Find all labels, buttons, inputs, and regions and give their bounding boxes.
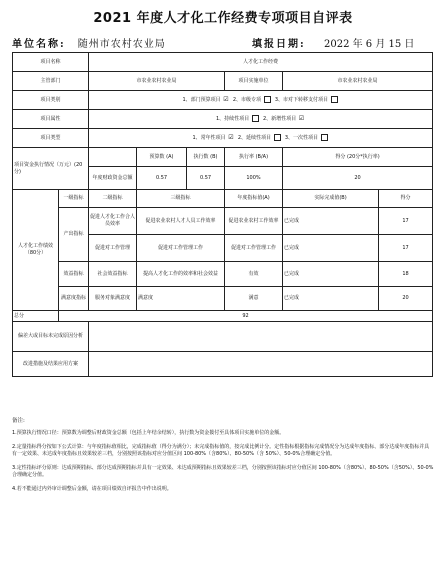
deviation-reason-label: 偏差大或目标未完成原因分析 [13,322,89,352]
improvement-measures-value [89,352,433,377]
project-name-label: 项目名称 [13,53,89,72]
checked-box-icon: ☑ [223,95,229,103]
table-row-actual: 已完成 [283,235,379,262]
unit-name-value: 随州市农村农业局 [77,39,166,50]
funds-section-label: 项目资金执行情况（万元）(20分) [13,148,89,190]
lvl2-header: 二级指标 [89,190,137,208]
checked-box-icon: ☑ [298,114,305,122]
evaluation-table [12,52,433,377]
dept-value: 市农业农村农业局 [89,72,225,91]
table-row-lvl3: 满意度 [137,287,225,311]
note-4: 4.若不能通过内外审计调整后金额，请在项目绩效自评报告中作出说明。 [12,485,172,492]
funds-exec-value: 0.57 [187,167,225,190]
target-header: 年度指标值(A) [225,190,283,208]
table-row-actual: 已完成 [283,287,379,311]
nature-options [89,110,433,129]
empty-box-icon [252,115,259,122]
checked-box-icon: ☑ [228,133,234,141]
empty-box-icon [274,134,281,141]
empty-box-icon [321,134,328,141]
table-row-lvl3: 促进农业农村人才人员工作效率 [137,208,225,235]
empty-box-icon [264,96,271,103]
funds-blank-header [89,148,137,167]
type-options [89,129,433,148]
nature-label: 项目属性 [13,110,89,129]
note-3: 3.定性指标评分原则：达成预期指标、部分达成预期指标并具有一定效果、未达成预期指标且效果较差三档，分别按照该指标对应分值区间 100-80%（含80%）、80-50%（含50%）、50-0%合理确定分值。 [12,464,434,479]
note-2: 2.定量指标得分按如下公式计算：与年度指标值相比，完成指标值（得分为满分）；未完成指标值的，按完成比例计分。定性指标根据指标完成情况分为达成年度指标、部分达成年度指标并具有一定效果、未达成年度指标且效果较差三档，分别按照该指标对应分值区间 100-80%（含80%）、80-50%（含 50%）、50-0%合理确定分值。 [12,443,430,458]
category-option-2: 2、市级专项 [232,96,262,103]
category-option-1: 1、部门预算项目 [182,96,221,103]
output-indicator-label: 产出指标 [59,208,89,262]
category-option-3: 3、市对下转移支付项目 [274,96,328,103]
notes-section [12,417,434,499]
table-row-lvl3: 促进对工作管理工作 [137,235,225,262]
points-header: 得分 [379,190,433,208]
lvl1-header: 一级指标 [59,190,89,208]
satisfaction-indicator-label: 满意度指标 [59,287,89,311]
empty-box-icon [331,96,338,103]
improvement-measures-label: 改进措施及结果应用方案 [13,352,89,377]
perf-section-label: 人才化工作绩效（80分） [13,190,59,311]
table-row-score: 20 [379,287,433,311]
budget-header: 预算数 (A) [137,148,187,167]
table-row-target: 促进对工作管理工作 [225,235,283,262]
total-label: 总分 [13,311,59,322]
impl-unit-label: 项目实施单位 [225,72,283,91]
lvl3-header: 三级指标 [137,190,225,208]
impl-unit-value: 市农业农村农业局 [283,72,433,91]
page-title: 2021 年度人才化工作经费专项项目自评表 [93,11,353,26]
effect-indicator-label: 效益指标 [59,262,89,287]
table-row-lvl2: 促进人才化工作合人员效率 [89,208,137,235]
type-option-2: 2、延续性项目 [237,134,272,141]
table-row-score: 17 [379,208,433,235]
table-row-target: 有效 [225,262,283,287]
table-row-actual: 已完成 [283,262,379,287]
category-label: 项目类别 [13,91,89,110]
table-row-score: 17 [379,235,433,262]
table-row-target: 促进农业农村工作效率 [225,208,283,235]
type-label: 项目类型 [13,129,89,148]
funds-rate-value: 100% [225,167,283,190]
dept-label: 主管部门 [13,72,89,91]
table-row-lvl2: 社会效益指标 [89,262,137,287]
funds-row-label: 年度财政资金总额 [89,167,137,190]
funds-budget-value: 0.57 [137,167,187,190]
unit-info-line [12,35,442,50]
project-name-value: 人才化工作经费 [89,53,433,72]
funds-score-header: 得分 (20分*执行率) [283,148,433,167]
category-options [89,91,433,110]
notes-heading: 备注: [12,418,25,424]
exec-header: 执行数 (B) [187,148,225,167]
total-value: 92 [59,311,433,322]
fill-date-label: 填报日期: [252,39,306,50]
fill-date-value: 2022 年 6 月 15 日 [324,39,415,50]
nature-option-2: 2、新增性项目 [262,115,297,122]
nature-option-1: 1、持续性项目 [215,115,250,122]
table-row-lvl2: 促进对工作管理 [89,235,137,262]
table-row-lvl2: 服务对象满意度 [89,287,137,311]
type-option-1: 1、常年性项目 [192,134,226,141]
table-row-target: 满意 [225,287,283,311]
deviation-reason-value [89,322,433,352]
type-option-3: 3、一次性项目 [284,134,318,141]
unit-name-label: 单位名称: [12,39,66,50]
table-row-actual: 已完成 [283,208,379,235]
table-row-lvl3: 提高人才化工作的效率和社会效益 [137,262,225,287]
exec-rate-header: 执行率 (B/A) [225,148,283,167]
funds-score-value: 20 [283,167,433,190]
note-1: 1.预算执行情况口径：预算数为调整后财政资金总额（包括上年结余结转），执行数为资金拨付至具体项目实施单位的金额。 [12,430,285,437]
actual-header: 实际完成值(B) [283,190,379,208]
table-row-score: 18 [379,262,433,287]
